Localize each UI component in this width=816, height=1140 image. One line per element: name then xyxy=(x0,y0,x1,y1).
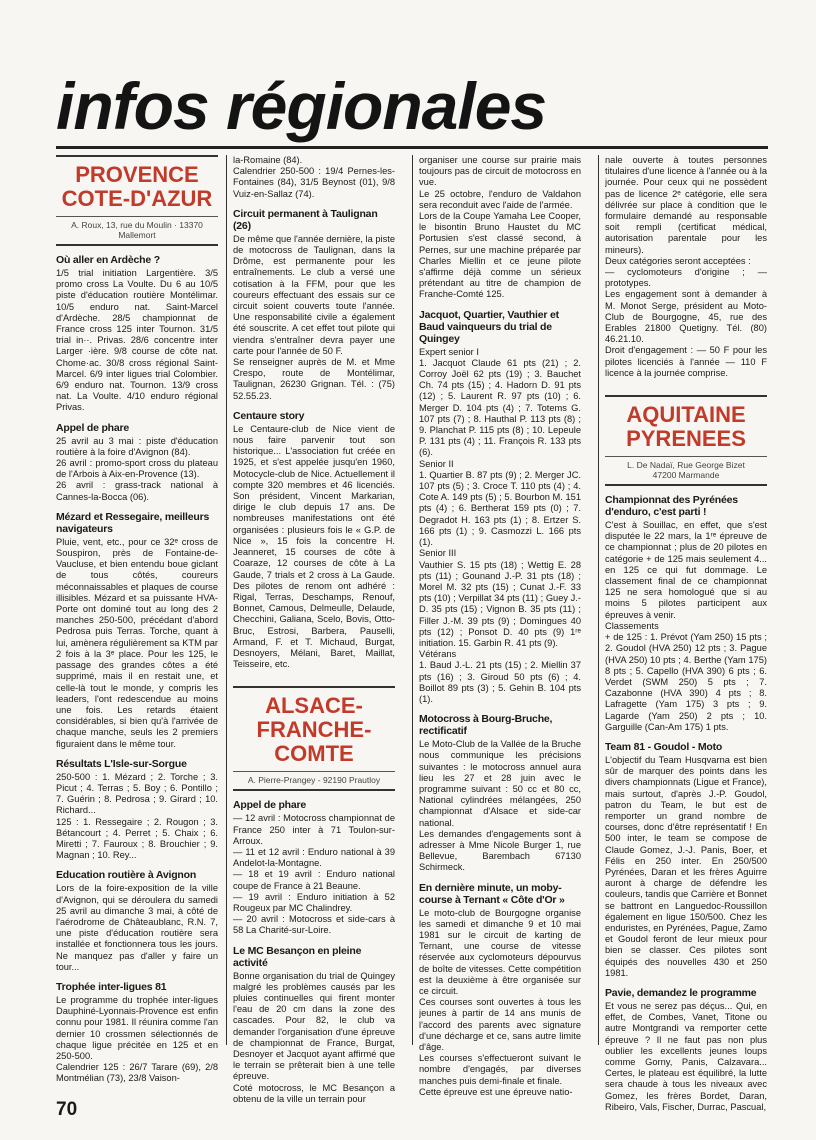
region-address: L. De Nadaï, Rue George Bizet 47200 Marmande xyxy=(605,456,767,480)
article-body: Le Moto-Club de la Vallée de la Bruche nous communique les précisions suivantes : le motocross annuel aura lieu les 27 et 28 juin avec le programme suivant : 50 cc et 80 cc, National cylindrées mélangées, 250 championnat d'Alsace et side-car national. Les demandes d'engagements sont à adresser à Mme Nicole Burger 1, rue Bellevue, Barembach 67130 Schirmeck. xyxy=(419,739,581,873)
article-heading: Trophée inter-ligues 81 xyxy=(56,980,167,993)
articles xyxy=(605,155,767,379)
article-body: 250-500 : 1. Mézard ; 2. Torche ; 3. Picut ; 4. Terras ; 5. Boy ; 6. Pontillo ; 7. Guérin ; 8. Pedrosa ; 9. Girard ; 10. Richard... 125 : 1. Ressegaire ; 2. Rougon ; 3. Bétancourt ; 4. Perret ; 5. Chaix ; 6. Miretti ; 7. Fauroux ; 8. Brouchier ; 9. Magnan ; 10. Rey... xyxy=(56,771,218,861)
region-address: A. Roux, 13, rue du Moulin · 13370 Mallemort xyxy=(56,216,218,240)
articles xyxy=(419,155,581,1098)
title-rule xyxy=(56,146,768,149)
article-body: Le programme du trophée inter-ligues Dauphiné-Lyonnais-Provence est enfin connu pour 1981. Il réunira comme l'an dernier 10 crossmen sélectionnés de chaque ligue précitée en 125 et en 250-500. Calendrier 125 : 26/7 Tarare (69), 2/8 Montmélian (73), 23/8 Vaison- xyxy=(56,994,218,1084)
region-address: A. Pierre-Prangey - 92190 Prautloy xyxy=(233,771,395,785)
article-body: Le Centaure-club de Nice vient de nous faire parvenir tout son historique... L'association fut créée en 1925, et s'est appelée jusqu'en 1960, Motocycle-club de Nice. Actuellement il compte 320 membres et 46 licenciés. Son président, Vincent Markarian, dirige le club depuis 17 ans. De nombreuses manifestations ont été organisées : plusieurs fois le « G.P. de Nice », 15 fois la concentre H. Jeanneret, 15 courses de côte à Coaraze, 12 courses de côte à La Gaude, 7 trials et 2 cross à La Gaude. Des pilotes de renom ont adhéré : Rigal, Terras, Deschamps, Renouf, Bonnet, Camous, Delmeulle, Delaude, Checchini, Galiana, Scelo, Bovis, Otto-Bruc, Estrosi, Barbera, Pauselli, Armand, F. et T. Michaud, Burgat, Desnoyers, Mélani, Baret, Maillat, Teisseire, etc. xyxy=(233,423,395,670)
article-body: Bonne organisation du trial de Quingey malgré les problèmes causés par les pluies continuelles qui firent monter l'eau de 20 cm dans la zone des cascades. Pour 82, le club va demander l'organisation d'une épreuve de championnat de France, Burgat, Desnoyer et Jacquot ayant affirmé que le terrain se prêterait bien à une telle épreuve. Coté motocross, le MC Besançon a obtenu de la ville un terrain pour xyxy=(233,970,395,1104)
articles xyxy=(605,494,767,1113)
article-body: — 12 avril : Motocross championnat de France 250 inter à 71 Toulon-sur-Arroux. — 11 et 12 avril : Enduro national à 39 Andelot-la-Montagne. — 18 et 19 avril : Enduro national coupe de France à 21 Beaune. — 19 avril : Enduro initiation à 52 Rougeux par MC Chalindrey. — 20 avril : Motocross et side-cars à 58 La Charité-sur-Loire. xyxy=(233,813,395,936)
article-body: organiser une course sur prairie mais toujours pas de circuit de motocross en vue. Le 25 octobre, l'enduro de Valdahon sera reconduit avec l'aide de l'armée. Lors de la Coupe Yamaha Lee Cooper, le bisontin Bruno Haustet du MC Portusien s'est classé second, à Pernes, sur une machine préparée par Charles Miellin et ce jeune pilote s'affirme déjà comme un sérieux prétendant au titre de champion de Franche-Comté 125. xyxy=(419,155,581,300)
article-body: 1/5 trial initiation Largentière. 3/5 promo cross La Voulte. Du 6 au 10/5 piste d'éducation routière Montélimar. 10/5 enduro nat. Saint-Marcel d'Ardèche. 28/5 championnat de France cross 125 inter Tournon. 31/5 trial in··. Privas. 28/6 concentre inter Larger ·ière. 9/8 course de côte nat. Chome·ac. 30/8 cross régional Saint-Marcel. 6/9 inter ligues trial Colombier. 6/9 enduro nat. Tournon. 13/9 cross nat. La Voulte. 4/10 enduro régional Privas. xyxy=(56,268,218,413)
article-heading: Le MC Besançon en pleine activité xyxy=(233,944,362,969)
article-body: C'est à Souillac, en effet, que s'est disputée le 22 mars, la 1ʳᵉ épreuve de ce championnat ; plus de 20 pilotes en catégorie + de 125 mais seulement 4... en 125 ce qui fut dommage. Le classement final de ce championnat 125 ne sera homologué que si au moins 5 pilotes participent aux épreuves à venir. Classements + de 125 : 1. Prévot (Yam 250) 15 pts ; 2. Goudol (HVA 250) 12 pts ; 3. Pague (HVA 250) 10 pts ; 4. Berthe (Yam 175) 8 pts ; 5. Capello (HVA 390) 6 pts ; 6. Verdet (SWM 250) 5 pts ; 7. Cazabonne (HVA 390) 4 pts ; 8. Lafragette (Yam 175) 3 pts ; 9. Lagarde (Yam 250) 2 pts ; 10. Garguille (Can-Am 175) 1 pts. xyxy=(605,520,767,732)
column-1 xyxy=(56,155,218,1130)
article-heading: Team 81 - Goudol - Moto xyxy=(605,740,723,753)
article-heading: Mézard et Ressegaire, meilleurs navigateurs xyxy=(56,510,210,535)
column-3 xyxy=(419,155,581,1130)
article-heading: Résultats L'Isle-sur-Sorgue xyxy=(56,757,187,770)
article-body: Pluie, vent, etc., pour ce 32ᵉ cross de Souspiron, près de Fontaine-de-Vaucluse, et bien entendu boue giclant de tous côtés, coureurs méconnaissables et plaques de course illisibles. Mézard et sa puissante HVA-Porte ont dominé tout au long des 2 manches 250-500, précédant d'abord Pedrosa puis Terras. Torche, quant à lui, amènera régulièrement sa KTM par 2 fois à la 3ᵉ place. Pour les 125, le passage des grandes côtes a été supprimé, mais il en restait une, et celle-là tout le monde, y compris les leaders, l'ont redescendue au moins une fois. Les retards étaient considérables, si bien qu'à l'arrivée de chaque manche, seuls les 2 premiers figuraient dans le même tour. xyxy=(56,536,218,749)
article-body: Lors de la foire-exposition de la ville d'Avignon, qui se déroulera du samedi 25 avril au dimanche 3 mai, à côté de l'aérodrome de Châteaublanc, R.N. 7, une piste d'éducation routière sera installée et fonctionnera tous les jours. Ne manquez pas d'aller y faire un tour... xyxy=(56,883,218,972)
page-title: infos régionales xyxy=(56,69,547,143)
articles xyxy=(233,155,395,1105)
article-heading: En dernière minute, un moby-course à Ternant « Côte d'Or » xyxy=(419,881,565,906)
articles xyxy=(56,254,218,1085)
region-header-provence xyxy=(56,155,218,246)
article-body: L'objectif du Team Husqvarna est bien sûr de marquer des points dans les divers championnats (Ligue et France), mais surtout, d'après J.-P. Goudol, patron du Team, le but est de remporter un grand nombre de courses, donc d'être représentatif ! En 500 inter, le team se compose de Claude Gomez, J.-J. Panis, Boer, et Félis en 250 inter. En 250/500 Pyrénées, Daran et les frères Aguirre auront à charge de défendre les couleurs, tandis que Carrière et Bonnet se battront en Languedoc-Roussillon également en ligue 150/500. Chez les enduristes, en Pyrénées, Pague, Zamo et Goudol feront de leur mieux pour bien se classer. Ces pilotes sont équipés des nouvelles 430 et 250 1981. xyxy=(605,754,767,978)
region-name: AQUITAINE PYRENEES xyxy=(626,402,746,452)
article-heading: Pavie, demandez le programme xyxy=(605,986,757,999)
article-body: Le moto-club de Bourgogne organise les samedi et dimanche 9 et 10 mai 1981 sur le circuit de karting de Ternant, une course de vitesse réservée aux cyclomoteurs dépourvus de boîte de vitesses. Cette compétition est la deuxième à être organisée sur ce circuit. Ces courses sont ouvertes à tous les jeunes à partir de 14 ans munis de l'accord des parents avec signature d'une décharge et ce, sans autre limite d'âge. Les courses s'effectueront suivant le nombre d'engagés, par diverses manches puis demi-finale et finale. Cette épreuve est une épreuve natio- xyxy=(419,907,581,1097)
article-heading: Circuit permanent à Taulignan (26) xyxy=(233,207,378,232)
region-name: PROVENCE COTE-D'AZUR xyxy=(61,162,213,211)
column-divider xyxy=(412,155,413,1045)
column-4 xyxy=(605,155,767,1130)
article-body: Et vous ne serez pas déçus... Qui, en effet, de Combes, Vanet, Titone ou autre Montgrandi va remporter cette épreuve ? Il ne faut pas non plus oublier les excellents jeunes loups comme Gorny, Panis, Calzavara... Certes, le plateau est équilibré, la lutte sera chaude à tous les niveaux avec Gomez, les frères Bordet, Daran, Ribeiro, Vals, Fischer, Durrac, Pascual, xyxy=(605,1000,767,1112)
article-heading: Jacquot, Quartier, Vauthier et Baud vainqueurs du trial de Quingey xyxy=(419,308,559,345)
article-heading: Où aller en Ardèche ? xyxy=(56,254,160,266)
region-header-aquitaine xyxy=(605,395,767,486)
article-body: De même que l'année dernière, la piste de motocross de Taulignan, dans la Drôme, est permanente pour les entraînements. Le club a versé une cotisation à la FFM, pour que les coureurs effectuant des essais sur ce circuit soient couverts toute l'année. Une responsabilité civile a également été souscrite. A cet effet tout pilote qui viendra s'entraîner devra payer une carte pour l'année de 50 F. Se renseigner auprès de M. et Mme Crespo, route de Montélimar, Taulignan, 26230 Grignan. Tél. : (75) 52.55.23. xyxy=(233,233,395,401)
column-2 xyxy=(233,155,395,1130)
column-divider xyxy=(598,155,599,1045)
page-number: 70 xyxy=(56,1099,78,1120)
article-heading: Centaure story xyxy=(233,409,305,422)
article-body: nale ouverte à toutes personnes titulaires d'une licence à l'année ou à la journée. Pour ceux qui ne possèdent pas de licence 2ᵉ catégorie, elle sera délivrée sur place à condition que le formulaire demandé au responsable soit rempli (certificat médical, autorisation parentale pour les mineurs). Deux catégories seront acceptées : — cyclomoteurs d'origine ; — prototypes. Les engagement sont à demander à M. Monot Serge, président au Moto-Club de Bourgogne, 45, rue des Erables 21800 Quetigny. Tél. (80) 46.21.10. Droit d'engagement : — 50 F pour les pilotes licenciés à l'année — 110 F licence à la journée comprise. xyxy=(605,155,767,378)
article-heading: Motocross à Bourg-Bruche, rectificatif xyxy=(419,713,553,738)
article-heading: Appel de phare xyxy=(56,421,130,434)
region-header-alsace xyxy=(233,686,395,791)
region-name: ALSACE- FRANCHE- COMTE xyxy=(256,693,372,767)
article-body: la-Romaine (84). Calendrier 250-500 : 19/4 Pernes-les-Fontaines (84), 31/5 Beynost (01), 9/8 Vuiz-en-Sallaz (74). xyxy=(233,155,395,199)
article-body: Expert senior I 1. Jacquot Claude 61 pts (21) ; 2. Corroy Joël 62 pts (19) ; 3. Bauchet Ch. 74 pts (15) ; 4. Hadorn D. 91 pts (12) ; 5. Laurent R. 97 pts (10) ; 6. Merger D. 104 pts (4) ; 7. Totems G. 107 pts (7) ; 8. Hauthal P. 113 pts (8) ; 9. Planchat P. 115 pts (8) ; 10. Lepeule P. 131 pts (4) ; 11. François R. 133 pts (6). Senior II 1. Quartier B. 87 pts (9) ; 2. Merger JC. 107 pts (5) ; 3. Croce T. 110 pts (4) ; 4. Cote A. 149 pts (5) ; 5. Bourbon M. 151 pts (4) ; 6. Bertherat 159 pts (0) ; 7. Degradot H. 163 pts (1) ; 8. Ertzer S. 166 pts (1) ; 9. Casmozzi L. 166 pts (1). Senior III Vauthier S. 15 pts (18) ; Wettig E. 28 pts (11) ; Gounand J.-P. 31 pts (18) ; Morel M. 32 pts (15) ; Cunat J.-F. 33 pts (10) ; Verpillat 34 pts (11) ; Guey J.-D. 35 pts (15) ; Vignon B. 35 pts (11) ; Filler J.-M. 39 pts (9) ; Domingues 40 pts (12) ; Ponsot D. 40 pts (9) 1ʳᵉ initiation. 15. Garbin R. 41 pts (9). Vétérans 1. Baud J.-L. 21 pts (15) ; 2. Miellin 37 pts (16) ; 3. Giroud 50 pts (6) ; 4. Boillot 89 pts (3) ; 5. Gehin B. 104 pts (1). xyxy=(419,346,581,704)
article-body: 25 avril au 3 mai : piste d'éducation routière à la foire d'Avignon (84). 26 avril : promo-sport cross du plateau de l'Arbois à Aix-en-Provence (13). 26 avril : grass-track national à Cannes-la-Bocca (06). xyxy=(56,435,218,502)
article-heading: Education routière à Avignon xyxy=(56,869,197,882)
article-heading: Appel de phare xyxy=(233,799,307,812)
article-heading: Championnat des Pyrénées d'enduro, c'est parti ! xyxy=(605,494,738,519)
column-divider xyxy=(226,155,227,1045)
